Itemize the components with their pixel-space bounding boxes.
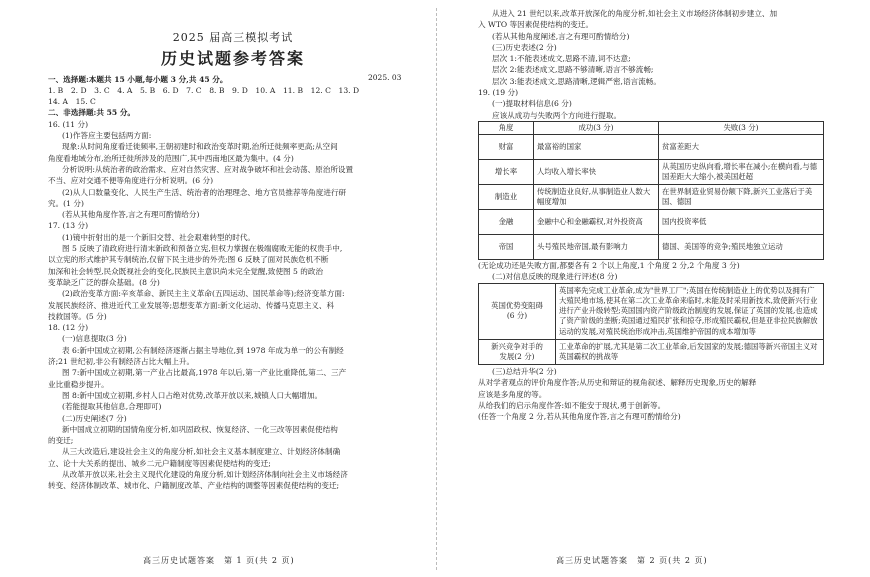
text-line: 从给我们的启示角度作答:如不能安于现状,勇于创新等。 xyxy=(478,401,666,411)
table-row xyxy=(479,339,824,364)
table-cell: 增长率 xyxy=(479,160,534,185)
text-line: (三)历史表述(2 分) xyxy=(492,42,557,52)
table-cell: 制造业 xyxy=(479,185,534,210)
table-row xyxy=(479,283,824,339)
text-line: (一)信息提取(3 分) xyxy=(62,334,127,344)
text-line: (1)作答应主要包括两方面: xyxy=(62,131,152,141)
success-failure-table xyxy=(478,121,824,260)
text-line: 分析说明:从统治者的政治需求、应对自然灾害、应对战争破坏和社会动荡、原治所设置 xyxy=(62,164,354,174)
text-line: 的变迁; xyxy=(48,436,74,446)
table-cell: 在世界制造业贸易份额下降,新兴工业落后于美国、德国 xyxy=(659,185,824,210)
evaluation-table xyxy=(478,283,824,365)
text-line: 发展民族经济、推进近代工业发展等;思想变革方面:新文化运动、传播马克思主义、科 xyxy=(48,300,335,310)
text-line: 层次 1:不能表述成文,思路不清,词不达意; xyxy=(492,54,631,64)
text-line: 从改革开放以来,社会主义现代化建设的角度分析,如计划经济体制向社会主义市场经济 xyxy=(62,469,348,479)
page-1-footer: 高三历史试题答案 第 1 页(共 2 页) xyxy=(143,555,295,565)
exam-title: 2025 届高三模拟考试 xyxy=(172,31,294,44)
table-cell: 财富 xyxy=(479,135,534,160)
text-line: 图 5 反映了清政府进行清末新政和预备立宪,但权力掌握在极端腐败无能的权贵手中, xyxy=(62,244,343,254)
text-line: 图 8:新中国成立初期,乡村人口占绝对优势,改革开放以来,城镇人口大幅增加。 xyxy=(62,390,323,400)
table-cell: 贫富差距大 xyxy=(659,135,824,160)
table-header-cell: 成功(3 分) xyxy=(534,121,659,134)
table-cell: 头号殖民地帝国,最有影响力 xyxy=(534,235,659,260)
text-line: 以立宪的形式维护其专制统治,仅留下民主进步的外壳;图 6 反映了面对民族危机不断 xyxy=(48,255,329,265)
text-line: 入 WTO 等因素促使结构的变迁。 xyxy=(478,20,594,30)
text-line: 层次 2:能表述成文,思路不够清晰,语言不够流畅; xyxy=(492,65,654,75)
text-line: 究。(1 分) xyxy=(48,198,84,208)
page-1-body xyxy=(48,74,418,492)
table-cell: 金融中心和金融霸权,对外投资高 xyxy=(534,210,659,235)
table-row xyxy=(479,160,824,185)
text-line: 一、选择题:本题共 15 小题,每小题 3 分,共 45 分。 xyxy=(48,74,228,84)
text-line: (2)从人口数量变化、人民生产生活、统治者的治理理念、地方官员推荐等角度进行研 xyxy=(62,187,347,197)
table-cell: 人均收入增长率快 xyxy=(534,160,659,185)
text-line: (若从其他角度作答,言之有理可酌情给分) xyxy=(62,210,200,220)
page-2 xyxy=(478,8,824,568)
table-row xyxy=(479,210,824,235)
text-line: 变革缺乏广泛的群众基础。(8 分) xyxy=(48,277,160,287)
table-cell: 帝国 xyxy=(479,235,534,260)
text-line: 18. (12 分) xyxy=(48,323,89,333)
table-cell: 工业革命的扩展,尤其是第二次工业革命,后发国家的发展;德国等新兴帝国主义对英国霸权的挑战等 xyxy=(556,339,824,364)
text-line: (二)对信息反映的现象进行评述(8 分) xyxy=(492,272,618,282)
text-line: 济;21 世纪初,非公有制经济占比大幅上升。 xyxy=(48,357,195,367)
success-failure-table-body xyxy=(479,135,824,260)
document-title: 历史试题参考答案 xyxy=(160,49,305,69)
table-header-cell: 角度 xyxy=(479,121,534,134)
text-line: (任答一个角度 2 分,若从其他角度作答,言之有理可酌情给分) xyxy=(478,412,681,422)
page-1 xyxy=(48,8,418,568)
table-row-label: 新兴竞争对手的 发展(2 分) xyxy=(479,339,556,364)
text-line: 表 6:新中国成立初期,公有制经济逐渐占据主导地位,到 1978 年成为单一的公有制经 xyxy=(62,345,344,355)
page-2-body-top xyxy=(478,8,824,121)
text-line: 层次 3:能表述成文,思路清晰,逻辑严密,语言流畅。 xyxy=(492,76,661,86)
text-line: 新中国成立初期的国情角度分析,如巩固政权、恢复经济、一化三改等因素促使结构 xyxy=(62,424,338,434)
text-line: 从对学者观点的评价角度作答;从历史和辩证的视角叙述、解释历史现象,历史的解释 xyxy=(478,378,757,388)
page-2-body-bottom xyxy=(478,366,824,422)
text-line: 应该是多角度的等。 xyxy=(478,389,547,399)
text-line: 图 7:新中国成立初期,第一产业占比最高,1978 年以后,第一产业比重降低,第二、三产 xyxy=(62,368,347,378)
text-line: 二、非选择题:共 55 分。 xyxy=(48,108,136,118)
exam-date: 2025. 03 xyxy=(368,73,402,82)
text-line: 技救国等。(5 分) xyxy=(48,311,107,321)
text-line: (一)提取材料信息(6 分) xyxy=(492,99,572,109)
table-header-cell: 失败(3 分) xyxy=(659,121,824,134)
table-header-row xyxy=(479,121,824,134)
text-line: 从进入 21 世纪以来,改革开放深化的角度分析,如社会主义市场经济体制初步建立、加 xyxy=(492,9,778,18)
text-line: (2)政治变革方面:辛亥革命、新民主主义革命(五四运动、国民革命等);经济变革方面: xyxy=(62,289,345,299)
evaluation-table-body xyxy=(479,283,824,364)
text-line: 从三大改造后,建设社会主义的角度分析,如社会主义基本制度建立、计划经济体制确 xyxy=(62,447,341,457)
text-line: 1. B 2. D 3. C 4. A 5. B 6. D 7. C 8. B 9. D 10. A 11. B 12. C 13. D xyxy=(48,85,360,95)
text-line: 19. (19 分) xyxy=(478,88,519,98)
page-2-body-mid xyxy=(478,260,824,283)
table-cell: 金融 xyxy=(479,210,534,235)
table-row-label: 英国优势变阻碍 (6 分) xyxy=(479,283,556,339)
text-line: 不当、应对交通不便等角度进行分析说明。(6 分) xyxy=(48,176,214,186)
text-line: 转变、经济体制改革、城市化、户籍制度改革、产业结构的调整等因素促使结构的变迁; xyxy=(48,481,340,491)
text-line: 16. (11 分) xyxy=(48,119,89,129)
text-line: 现象:从时间角度看迁徙频率,王朝初建时和政治变革时期,治所迁徙频率更高;从空间 xyxy=(62,142,338,152)
text-line: 17. (13 分) xyxy=(48,221,89,231)
page-divider xyxy=(436,8,437,570)
text-line: 业比重稳步提升。 xyxy=(48,379,109,389)
text-line: 加深和社会转型,民众既视社会的变化,民族民主意识尚未完全觉醒,致使图 5 的政治 xyxy=(48,266,324,276)
text-line: 角度看地域分布,治所迁徙所涉及的范围广,其中西南地区最为集中。(4 分) xyxy=(48,153,294,163)
table-cell: 德国、美国等的竞争;殖民地独立运动 xyxy=(659,235,824,260)
table-cell: 从英国历史纵向看,增长率在减小;在横向看,与德国差距大大缩小,被美国赶超 xyxy=(659,160,824,185)
text-line: (三)总结升华(2 分) xyxy=(492,367,557,377)
table-row xyxy=(479,185,824,210)
page-2-footer: 高三历史试题答案 第 2 页(共 2 页) xyxy=(556,555,708,565)
text-line: (若能提取其他信息,合理即可) xyxy=(62,402,162,412)
table-row xyxy=(479,235,824,260)
table-row xyxy=(479,135,824,160)
text-line: (1)镜中折射出的是一个新旧交替、社会艰难转型的时代。 xyxy=(62,232,256,242)
table-cell: 传统制造业良好,从事制造业人数大幅度增加 xyxy=(534,185,659,210)
text-line: 应该从成功与失败两个方向进行提取。 xyxy=(492,110,622,120)
text-line: (无论成功还是失败方面,都要各有 2 个以上角度,1 个角度 2 分,2 个角度 3 分) xyxy=(478,261,740,271)
text-line: (若从其他角度阐述,言之有理可酌情给分) xyxy=(492,31,630,41)
table-cell: 最富裕的国家 xyxy=(534,135,659,160)
table-cell: 国内投资率低 xyxy=(659,210,824,235)
text-line: 14. A 15. C xyxy=(48,97,96,107)
text-line: 立、论十大关系的提出、城乡二元户籍制度等因素促使结构的变迁; xyxy=(48,458,271,468)
table-cell: 英国率先完成工业革命,成为"世界工厂";英国在传统制造业上的优势以及拥有广大殖民地市场,使其在第二次工业革命来临时,未能及时采用新技术,致使新兴行业进行产业升级转型;英国国内资产阶级政治制度的发展,保证了英国的发展,也造成了资产阶级的垄断;英国通过殖民扩张和掠夺,形成殖民霸权,但是亚非拉民族解放运动的发展,对殖民统治形成冲击,英国维护帝国的成本增加等 xyxy=(556,283,824,339)
text-line: (二)历史阐述(7 分) xyxy=(62,413,127,423)
